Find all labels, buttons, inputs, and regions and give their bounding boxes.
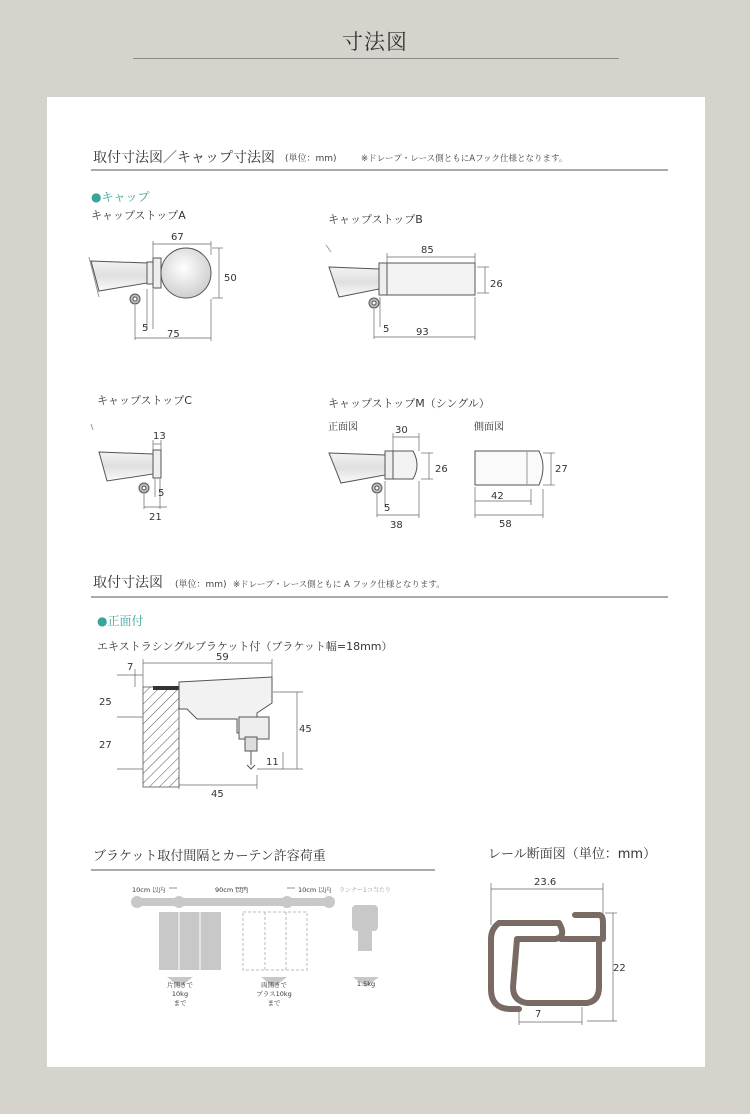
load-left-line3: まで bbox=[173, 999, 187, 1007]
cap-b-drawing bbox=[326, 245, 475, 308]
rail-load-illustration bbox=[131, 896, 379, 987]
section1-category: ●キャップ bbox=[91, 190, 150, 204]
rail-profile bbox=[491, 915, 603, 1009]
cap-c-drawing bbox=[91, 424, 161, 493]
cap-m-label: キャップストップM（シングル） bbox=[328, 397, 490, 410]
cap-a-dim-offset: 5 bbox=[142, 323, 149, 334]
cap-c-label: キャップストップC bbox=[97, 394, 192, 407]
cap-m-dim-width: 30 bbox=[395, 425, 408, 436]
section1-note: ※ドレープ・レース側ともにAフック仕様となります。 bbox=[361, 154, 568, 164]
cap-m-side-dim-height: 27 bbox=[555, 464, 568, 475]
bracket-dim-height: 45 bbox=[299, 724, 312, 735]
cap-m-side-dim-mid: 42 bbox=[491, 491, 504, 502]
cap-c-dim-width: 13 bbox=[153, 431, 166, 442]
rail-dim-height: 22 bbox=[613, 963, 626, 974]
cap-m-dim-offset: 5 bbox=[384, 503, 391, 514]
bracket-dim-upper: 25 bbox=[99, 697, 112, 708]
bracket-dim-width: 45 bbox=[211, 789, 224, 800]
cap-b-dim-total: 93 bbox=[416, 327, 429, 338]
cap-a-drawing bbox=[89, 248, 211, 304]
load-middle-line3: まで bbox=[267, 999, 281, 1007]
load-left-line2: 10kg bbox=[171, 990, 189, 998]
cap-b-dim-offset: 5 bbox=[383, 324, 390, 335]
cap-m-dim-total: 38 bbox=[390, 520, 403, 531]
spacing-labels bbox=[132, 885, 391, 894]
bracket-dim-top-offset: 7 bbox=[127, 662, 134, 673]
cap-c-dim-total: 21 bbox=[149, 512, 162, 523]
cap-a-dim-total: 75 bbox=[167, 329, 180, 340]
load-right-label: 1.5kg bbox=[356, 980, 376, 988]
cap-b-dim-height: 26 bbox=[490, 279, 503, 290]
section2-unit: (単位：mm) bbox=[175, 580, 227, 590]
page-title: 寸法図 bbox=[342, 30, 408, 54]
rail-dim-opening: 7 bbox=[535, 1009, 542, 1020]
section2-category: ●正面付 bbox=[97, 614, 144, 628]
cap-m-side-drawing bbox=[475, 451, 543, 485]
section2-subtitle: エキストラシングルブラケット付（ブラケット幅=18mm） bbox=[97, 640, 393, 653]
cap-m-front-label: 正面図 bbox=[328, 422, 358, 433]
cap-a-dim-height: 50 bbox=[224, 273, 237, 284]
bracket-dim-hook: 11 bbox=[266, 757, 279, 768]
dimension-diagram bbox=[47, 97, 705, 1067]
cap-m-side-label: 側面図 bbox=[474, 422, 504, 433]
cap-m-front-drawing bbox=[329, 451, 417, 493]
title-divider bbox=[133, 58, 619, 59]
spacing-left-label: 10cm 以内 bbox=[132, 886, 166, 894]
load-middle-line1: 両開きで bbox=[261, 981, 287, 989]
load-middle-line2: プラス10kg bbox=[256, 990, 292, 998]
cap-m-side-dim-total: 58 bbox=[499, 519, 512, 530]
section2-heading: 取付寸法図 bbox=[93, 575, 163, 591]
spacing-middle-label: 90cm 以内 bbox=[215, 886, 249, 894]
section4-heading: レール断面図（単位：mm） bbox=[488, 847, 657, 862]
section2-note: ※ドレープ・レース側ともに A フック仕様となります。 bbox=[233, 580, 445, 590]
section3-heading: ブラケット取付間隔とカーテン許容荷重 bbox=[93, 849, 326, 864]
cap-b-dim-width: 85 bbox=[421, 245, 434, 256]
cap-a-dim-width: 67 bbox=[171, 232, 184, 243]
cap-a-label: キャップストップA bbox=[91, 209, 186, 222]
runner-note: ランナー1コ当たり bbox=[339, 887, 391, 894]
cap-m-dim-height: 26 bbox=[435, 464, 448, 475]
cap-c-dim-offset: 5 bbox=[158, 488, 165, 499]
bracket-drawing bbox=[143, 677, 272, 787]
cap-b-label: キャップストップB bbox=[328, 213, 423, 226]
section1-heading: 取付寸法図／キャップ寸法図 bbox=[93, 150, 275, 166]
bracket-dim-lower: 27 bbox=[99, 740, 112, 751]
rail-dim-width: 23.6 bbox=[534, 877, 557, 888]
bracket-dim-depth: 59 bbox=[216, 652, 229, 663]
section1-unit: (単位：mm) bbox=[285, 154, 337, 164]
dimension-sheet bbox=[47, 97, 705, 1067]
load-left-line1: 片開きで bbox=[167, 981, 193, 989]
spacing-right-label: 10cm 以内 bbox=[298, 886, 332, 894]
